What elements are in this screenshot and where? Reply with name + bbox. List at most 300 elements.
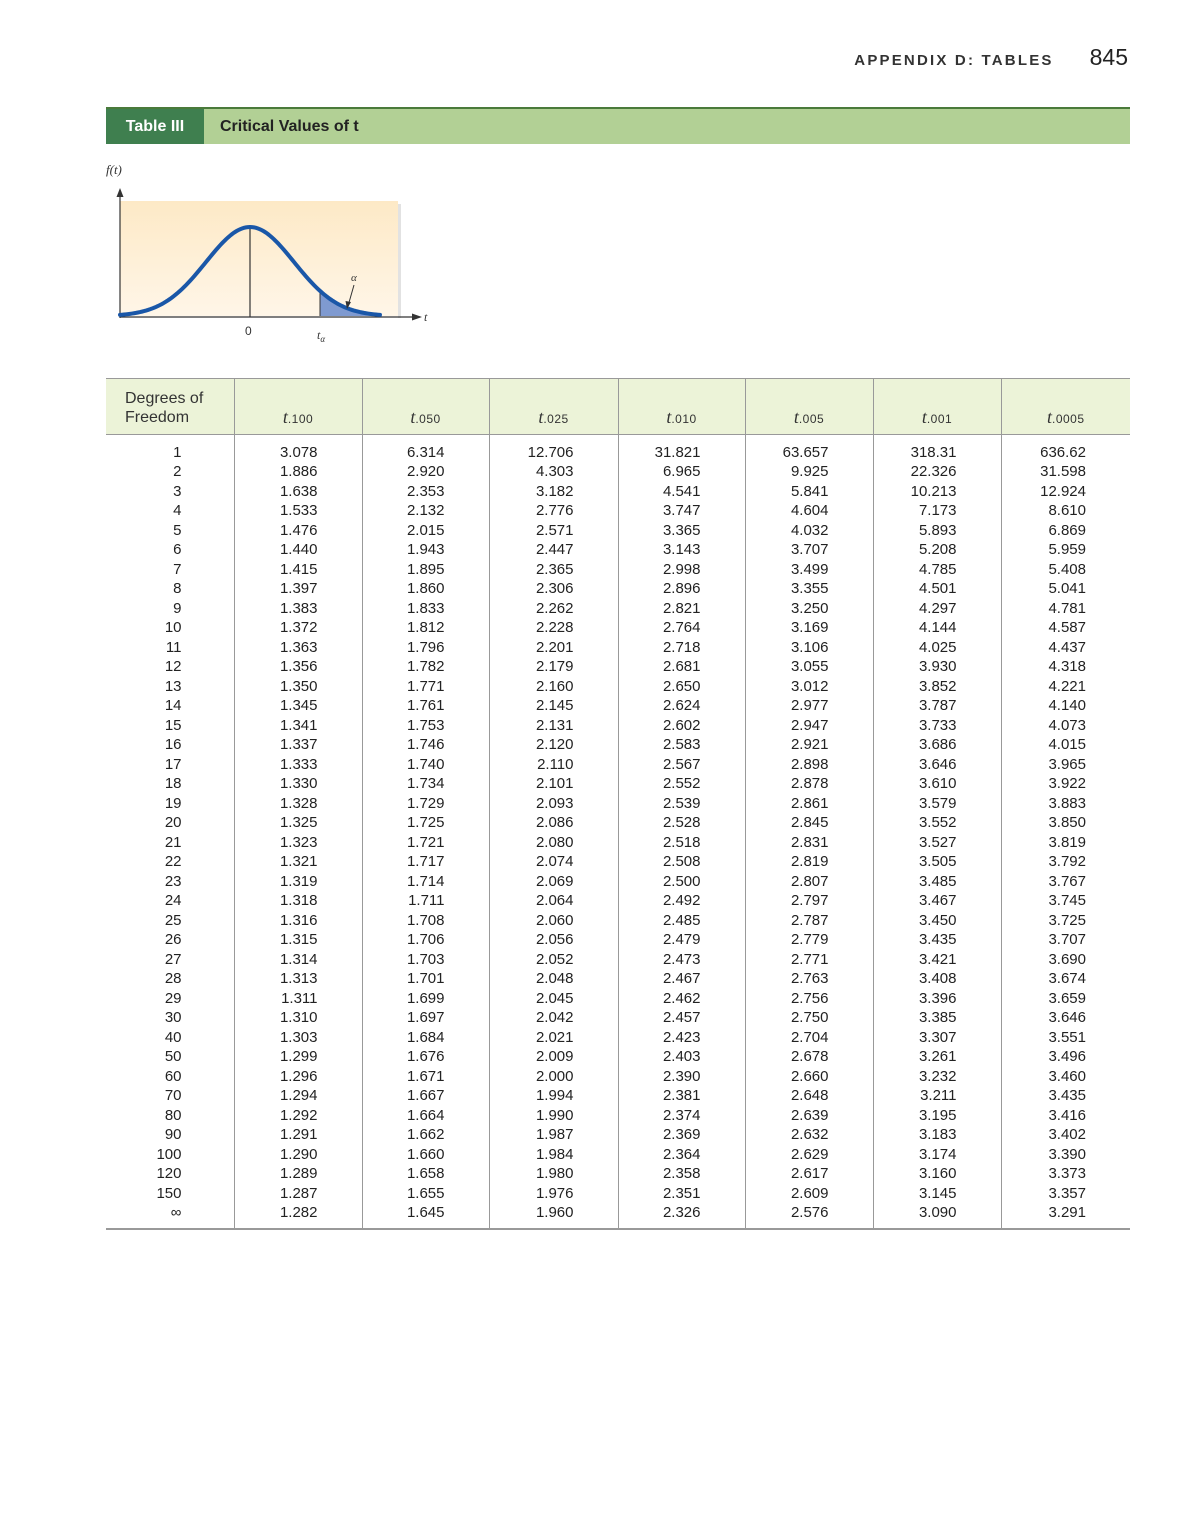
- critical-value-cell: 3.460: [1001, 1067, 1130, 1087]
- critical-value-cell: 3.408: [873, 969, 1001, 989]
- critical-value-cell: 2.021: [489, 1028, 618, 1048]
- critical-value-cell: 3.357: [1001, 1184, 1130, 1204]
- table-row: [106, 716, 1130, 736]
- critical-value-cell: 5.208: [873, 540, 1001, 560]
- critical-value-cell: 12.924: [1001, 482, 1130, 502]
- table-header-row: [106, 379, 1130, 435]
- critical-value-cell: 3.232: [873, 1067, 1001, 1087]
- critical-value-cell: 2.920: [362, 462, 489, 482]
- critical-value-cell: 4.541: [618, 482, 745, 502]
- critical-value-cell: 2.160: [489, 677, 618, 697]
- critical-value-cell: 2.629: [745, 1145, 873, 1165]
- critical-value-cell: 1.987: [489, 1125, 618, 1145]
- critical-value-cell: 2.639: [745, 1106, 873, 1126]
- critical-value-cell: 2.462: [618, 989, 745, 1009]
- critical-value-cell: 1.345: [234, 696, 362, 716]
- table-row: [106, 1067, 1130, 1087]
- critical-value-cell: 1.313: [234, 969, 362, 989]
- critical-value-cell: 1.990: [489, 1106, 618, 1126]
- critical-value-cell: 3.883: [1001, 794, 1130, 814]
- table-row: [106, 969, 1130, 989]
- critical-value-cell: 1.310: [234, 1008, 362, 1028]
- table-row: [106, 579, 1130, 599]
- critical-value-cell: 3.195: [873, 1106, 1001, 1126]
- critical-value-cell: 3.143: [618, 540, 745, 560]
- critical-value-cell: 2.648: [745, 1086, 873, 1106]
- critical-value-cell: 2.518: [618, 833, 745, 853]
- x-axis-label: t: [424, 310, 428, 324]
- critical-value-cell: 1.372: [234, 618, 362, 638]
- critical-value-cell: 1.782: [362, 657, 489, 677]
- df-cell: 5: [173, 521, 182, 539]
- critical-value-cell: 1.341: [234, 716, 362, 736]
- critical-value-cell: 1.746: [362, 735, 489, 755]
- critical-value-cell: 3.551: [1001, 1028, 1130, 1048]
- df-cell: 1: [173, 444, 182, 461]
- critical-value-cell: 1.315: [234, 930, 362, 950]
- df-cell: 50: [164, 1048, 182, 1066]
- df-cell: 60: [164, 1067, 182, 1085]
- critical-value-cell: 2.998: [618, 560, 745, 580]
- critical-values-table: [106, 378, 1130, 1230]
- critical-value-cell: 1.330: [234, 774, 362, 794]
- critical-value-cell: 1.350: [234, 677, 362, 697]
- df-cell: 26: [164, 931, 182, 949]
- critical-value-cell: 1.886: [234, 462, 362, 482]
- t-column-header: t.025: [489, 379, 618, 435]
- page-number: 845: [1089, 44, 1128, 70]
- critical-value-cell: 1.771: [362, 677, 489, 697]
- critical-value-cell: 2.763: [745, 969, 873, 989]
- critical-value-cell: 9.925: [745, 462, 873, 482]
- critical-value-cell: 4.785: [873, 560, 1001, 580]
- critical-value-cell: 2.539: [618, 794, 745, 814]
- df-cell: 3: [173, 482, 182, 500]
- critical-value-cell: 2.878: [745, 774, 873, 794]
- critical-value-cell: 2.228: [489, 618, 618, 638]
- df-cell: 120: [156, 1165, 182, 1183]
- critical-value-cell: 3.499: [745, 560, 873, 580]
- df-cell: 8: [173, 580, 182, 598]
- critical-value-cell: 2.977: [745, 696, 873, 716]
- critical-value-cell: 2.583: [618, 735, 745, 755]
- table-row: [106, 501, 1130, 521]
- critical-value-cell: 2.898: [745, 755, 873, 775]
- critical-value-cell: 1.658: [362, 1164, 489, 1184]
- critical-value-cell: 3.733: [873, 716, 1001, 736]
- critical-value-cell: 2.381: [618, 1086, 745, 1106]
- critical-value-cell: 2.576: [745, 1203, 873, 1229]
- t-column-header: t.100: [234, 379, 362, 435]
- critical-value-cell: 10.213: [873, 482, 1001, 502]
- critical-value-cell: 1.292: [234, 1106, 362, 1126]
- critical-value-cell: 3.527: [873, 833, 1001, 853]
- df-cell: 150: [156, 1184, 182, 1202]
- critical-value-cell: 5.841: [745, 482, 873, 502]
- critical-value-cell: 3.078: [234, 435, 362, 463]
- critical-value-cell: 2.947: [745, 716, 873, 736]
- critical-value-cell: 3.852: [873, 677, 1001, 697]
- critical-value-cell: 3.922: [1001, 774, 1130, 794]
- critical-value-cell: 2.718: [618, 638, 745, 658]
- critical-value-cell: 1.740: [362, 755, 489, 775]
- t-distribution-figure: [100, 158, 440, 348]
- critical-value-cell: 2.132: [362, 501, 489, 521]
- table-row: [106, 677, 1130, 697]
- critical-value-cell: 2.750: [745, 1008, 873, 1028]
- critical-value-cell: 8.610: [1001, 501, 1130, 521]
- critical-value-cell: 31.598: [1001, 462, 1130, 482]
- critical-value-cell: 3.767: [1001, 872, 1130, 892]
- df-cell: 20: [164, 814, 182, 832]
- critical-value-cell: 3.250: [745, 599, 873, 619]
- critical-value-cell: 2.650: [618, 677, 745, 697]
- t-column-header: t.050: [362, 379, 489, 435]
- plot-background-shadow: [398, 204, 401, 318]
- critical-value-cell: 3.090: [873, 1203, 1001, 1229]
- critical-value-cell: 3.291: [1001, 1203, 1130, 1229]
- critical-value-cell: 63.657: [745, 435, 873, 463]
- critical-value-cell: 2.306: [489, 579, 618, 599]
- critical-value-cell: 5.408: [1001, 560, 1130, 580]
- critical-value-cell: 1.761: [362, 696, 489, 716]
- table-row: [106, 813, 1130, 833]
- table-row: [106, 989, 1130, 1009]
- critical-value-cell: 3.416: [1001, 1106, 1130, 1126]
- critical-value-cell: 2.681: [618, 657, 745, 677]
- critical-value-cell: 4.781: [1001, 599, 1130, 619]
- critical-value-cell: 6.314: [362, 435, 489, 463]
- df-cell: 24: [164, 892, 182, 910]
- critical-value-cell: 3.787: [873, 696, 1001, 716]
- critical-value-cell: 4.073: [1001, 716, 1130, 736]
- critical-value-cell: 1.290: [234, 1145, 362, 1165]
- table-row: [106, 1008, 1130, 1028]
- df-cell: 15: [164, 716, 182, 734]
- plot-background: [120, 201, 398, 316]
- table-label: Table III: [106, 109, 204, 144]
- critical-value-cell: 4.144: [873, 618, 1001, 638]
- critical-value-cell: 2.110: [489, 755, 618, 775]
- critical-value-cell: 4.437: [1001, 638, 1130, 658]
- df-cell: 10: [164, 619, 182, 637]
- critical-value-cell: 1.980: [489, 1164, 618, 1184]
- critical-value-cell: 3.355: [745, 579, 873, 599]
- critical-value-cell: 1.533: [234, 501, 362, 521]
- critical-value-cell: 2.617: [745, 1164, 873, 1184]
- critical-value-cell: 1.667: [362, 1086, 489, 1106]
- table-row: [106, 1184, 1130, 1204]
- df-cell: 17: [164, 755, 182, 773]
- critical-value-cell: 4.015: [1001, 735, 1130, 755]
- critical-value-cell: 3.819: [1001, 833, 1130, 853]
- table-row: [106, 560, 1130, 580]
- critical-value-cell: 3.747: [618, 501, 745, 521]
- critical-value-cell: 3.012: [745, 677, 873, 697]
- critical-value-cell: 1.645: [362, 1203, 489, 1229]
- df-cell: 11: [165, 638, 182, 656]
- critical-value-cell: 3.505: [873, 852, 1001, 872]
- table-row: [106, 696, 1130, 716]
- x-axis-arrow: [412, 314, 422, 321]
- critical-value-cell: 2.921: [745, 735, 873, 755]
- critical-value-cell: 3.261: [873, 1047, 1001, 1067]
- table-row: [106, 794, 1130, 814]
- critical-value-cell: 2.120: [489, 735, 618, 755]
- tail-alpha-label: α: [351, 272, 357, 284]
- critical-value-cell: 3.402: [1001, 1125, 1130, 1145]
- critical-value-cell: 2.351: [618, 1184, 745, 1204]
- critical-value-cell: 1.697: [362, 1008, 489, 1028]
- critical-value-cell: 1.291: [234, 1125, 362, 1145]
- critical-value-cell: 2.787: [745, 911, 873, 931]
- critical-value-cell: 2.064: [489, 891, 618, 911]
- df-cell: 30: [164, 1009, 182, 1027]
- critical-value-cell: 2.704: [745, 1028, 873, 1048]
- table-row: [106, 599, 1130, 619]
- critical-value-cell: 1.328: [234, 794, 362, 814]
- critical-value-cell: 3.610: [873, 774, 1001, 794]
- critical-value-cell: 2.819: [745, 852, 873, 872]
- critical-value-cell: 1.708: [362, 911, 489, 931]
- critical-value-cell: 1.976: [489, 1184, 618, 1204]
- df-cell: 25: [164, 911, 182, 929]
- critical-value-cell: 3.496: [1001, 1047, 1130, 1067]
- df-cell: 4: [173, 502, 182, 520]
- critical-value-cell: 2.807: [745, 872, 873, 892]
- critical-value-cell: 318.31: [873, 435, 1001, 463]
- critical-value-cell: 3.435: [873, 930, 1001, 950]
- critical-value-cell: 2.479: [618, 930, 745, 950]
- table-title-bar: [106, 107, 1130, 144]
- critical-value-cell: 2.473: [618, 950, 745, 970]
- df-cell: 100: [156, 1145, 182, 1163]
- critical-value-cell: 2.776: [489, 501, 618, 521]
- critical-value-cell: 1.282: [234, 1203, 362, 1229]
- critical-value-cell: 2.048: [489, 969, 618, 989]
- df-cell: ∞: [170, 1204, 182, 1221]
- critical-value-cell: 1.337: [234, 735, 362, 755]
- critical-value-cell: 2.771: [745, 950, 873, 970]
- df-cell: 19: [164, 794, 182, 812]
- critical-value-cell: 2.797: [745, 891, 873, 911]
- critical-value-cell: 1.638: [234, 482, 362, 502]
- critical-value-cell: 1.476: [234, 521, 362, 541]
- critical-value-cell: 3.390: [1001, 1145, 1130, 1165]
- critical-value-cell: 2.609: [745, 1184, 873, 1204]
- table-row: [106, 1028, 1130, 1048]
- critical-value-cell: 2.009: [489, 1047, 618, 1067]
- critical-value-cell: 2.779: [745, 930, 873, 950]
- critical-value-cell: 3.659: [1001, 989, 1130, 1009]
- critical-value-cell: 1.960: [489, 1203, 618, 1229]
- critical-value-cell: 2.369: [618, 1125, 745, 1145]
- critical-value-cell: 2.069: [489, 872, 618, 892]
- critical-value-cell: 3.169: [745, 618, 873, 638]
- df-cell: 14: [164, 697, 182, 715]
- table-row: [106, 657, 1130, 677]
- critical-value-cell: 1.721: [362, 833, 489, 853]
- critical-value-cell: 2.508: [618, 852, 745, 872]
- critical-value-cell: 1.299: [234, 1047, 362, 1067]
- critical-value-cell: 1.415: [234, 560, 362, 580]
- t-column-header: t.0005: [1001, 379, 1130, 435]
- critical-value-cell: 1.703: [362, 950, 489, 970]
- critical-value-cell: 2.131: [489, 716, 618, 736]
- critical-value-cell: 4.318: [1001, 657, 1130, 677]
- critical-value-cell: 2.262: [489, 599, 618, 619]
- critical-value-cell: 3.385: [873, 1008, 1001, 1028]
- df-cell: 90: [164, 1126, 182, 1144]
- critical-value-cell: 2.056: [489, 930, 618, 950]
- critical-value-cell: 1.943: [362, 540, 489, 560]
- critical-value-cell: 2.086: [489, 813, 618, 833]
- critical-value-cell: 1.895: [362, 560, 489, 580]
- df-header-line2: Freedom: [125, 409, 190, 426]
- critical-value-cell: 22.326: [873, 462, 1001, 482]
- critical-value-cell: 1.676: [362, 1047, 489, 1067]
- critical-value-cell: 3.365: [618, 521, 745, 541]
- df-cell: 2: [173, 463, 182, 481]
- critical-value-cell: 1.660: [362, 1145, 489, 1165]
- table-row: [106, 638, 1130, 658]
- table-row: [106, 852, 1130, 872]
- critical-value-cell: 2.365: [489, 560, 618, 580]
- table-row: [106, 1106, 1130, 1126]
- critical-value-cell: 3.725: [1001, 911, 1130, 931]
- critical-value-cell: 5.041: [1001, 579, 1130, 599]
- critical-value-cell: 1.333: [234, 755, 362, 775]
- critical-value-cell: 4.587: [1001, 618, 1130, 638]
- critical-value-cell: 4.025: [873, 638, 1001, 658]
- critical-value-cell: 2.602: [618, 716, 745, 736]
- table-row: [106, 435, 1130, 463]
- critical-value-cell: 3.182: [489, 482, 618, 502]
- df-column-header: [106, 379, 234, 435]
- critical-value-cell: 1.383: [234, 599, 362, 619]
- critical-value-cell: 1.729: [362, 794, 489, 814]
- critical-value-cell: 4.501: [873, 579, 1001, 599]
- critical-value-cell: 4.604: [745, 501, 873, 521]
- df-cell: 13: [164, 677, 182, 695]
- critical-value-cell: 1.699: [362, 989, 489, 1009]
- critical-value-cell: 1.662: [362, 1125, 489, 1145]
- critical-value-cell: 1.701: [362, 969, 489, 989]
- critical-value-cell: 2.201: [489, 638, 618, 658]
- critical-value-cell: 3.552: [873, 813, 1001, 833]
- critical-value-cell: 31.821: [618, 435, 745, 463]
- table-body: [106, 435, 1130, 1230]
- critical-value-cell: 3.485: [873, 872, 1001, 892]
- df-cell: 70: [164, 1087, 182, 1105]
- df-cell: 29: [164, 989, 182, 1007]
- table-row: [106, 482, 1130, 502]
- table-row: [106, 1203, 1130, 1229]
- df-cell: 27: [164, 950, 182, 968]
- critical-value-cell: 3.646: [873, 755, 1001, 775]
- df-cell: 80: [164, 1106, 182, 1124]
- df-header-line1: Degrees of: [125, 390, 204, 407]
- df-cell: 16: [164, 736, 182, 754]
- critical-value-cell: 1.684: [362, 1028, 489, 1048]
- critical-value-subscript: α: [320, 334, 326, 344]
- critical-value-cell: 3.145: [873, 1184, 1001, 1204]
- critical-value-cell: 2.060: [489, 911, 618, 931]
- table-row: [106, 1164, 1130, 1184]
- t-column-header: t.005: [745, 379, 873, 435]
- critical-value-cell: 3.160: [873, 1164, 1001, 1184]
- critical-value-cell: 1.753: [362, 716, 489, 736]
- critical-value-cell: 2.756: [745, 989, 873, 1009]
- df-cell: 23: [164, 872, 182, 890]
- critical-value-cell: 1.671: [362, 1067, 489, 1087]
- critical-value-cell: 2.552: [618, 774, 745, 794]
- critical-value-cell: 3.686: [873, 735, 1001, 755]
- critical-value-cell: 2.528: [618, 813, 745, 833]
- table-title: Critical Values of t: [204, 109, 1130, 144]
- critical-value-cell: 1.994: [489, 1086, 618, 1106]
- critical-value-cell: 2.896: [618, 579, 745, 599]
- critical-value-cell: 3.373: [1001, 1164, 1130, 1184]
- running-head: [854, 44, 1128, 71]
- critical-value-cell: 1.440: [234, 540, 362, 560]
- critical-value-cell: 4.221: [1001, 677, 1130, 697]
- critical-value-cell: 3.396: [873, 989, 1001, 1009]
- critical-value-cell: 2.403: [618, 1047, 745, 1067]
- critical-value-cell: 3.707: [1001, 930, 1130, 950]
- table-row: [106, 891, 1130, 911]
- critical-value-cell: 1.311: [234, 989, 362, 1009]
- critical-value-cell: 636.62: [1001, 435, 1130, 463]
- critical-value-cell: 1.319: [234, 872, 362, 892]
- critical-value-cell: 7.173: [873, 501, 1001, 521]
- critical-value-cell: 1.314: [234, 950, 362, 970]
- critical-value-cell: 2.015: [362, 521, 489, 541]
- critical-value-cell: 2.467: [618, 969, 745, 989]
- critical-value-cell: 1.655: [362, 1184, 489, 1204]
- critical-value-cell: 1.325: [234, 813, 362, 833]
- critical-value-cell: 3.467: [873, 891, 1001, 911]
- critical-value-cell: 2.485: [618, 911, 745, 931]
- critical-value-cell: 3.211: [873, 1086, 1001, 1106]
- critical-value-cell: 3.792: [1001, 852, 1130, 872]
- zero-tick-label: 0: [245, 324, 252, 338]
- critical-value-cell: 2.326: [618, 1203, 745, 1229]
- critical-value-cell: 1.796: [362, 638, 489, 658]
- table-row: [106, 735, 1130, 755]
- critical-value-cell: 2.358: [618, 1164, 745, 1184]
- critical-value-cell: 2.678: [745, 1047, 873, 1067]
- critical-value-cell: 2.821: [618, 599, 745, 619]
- df-cell: 28: [164, 970, 182, 988]
- critical-value-cell: 3.307: [873, 1028, 1001, 1048]
- critical-value-cell: 1.397: [234, 579, 362, 599]
- critical-value-var: t: [317, 328, 321, 342]
- table-row: [106, 1145, 1130, 1165]
- critical-value-cell: 5.959: [1001, 540, 1130, 560]
- critical-value-cell: 6.869: [1001, 521, 1130, 541]
- critical-value-cell: 3.435: [1001, 1086, 1130, 1106]
- critical-value-cell: 4.297: [873, 599, 1001, 619]
- critical-value-cell: 1.321: [234, 852, 362, 872]
- critical-value-cell: 4.303: [489, 462, 618, 482]
- critical-value-cell: 2.353: [362, 482, 489, 502]
- critical-value-cell: 2.052: [489, 950, 618, 970]
- df-cell: 21: [164, 833, 182, 851]
- section-label: APPENDIX D: TABLES: [854, 52, 1054, 69]
- critical-value-cell: 3.745: [1001, 891, 1130, 911]
- df-cell: 6: [173, 541, 182, 559]
